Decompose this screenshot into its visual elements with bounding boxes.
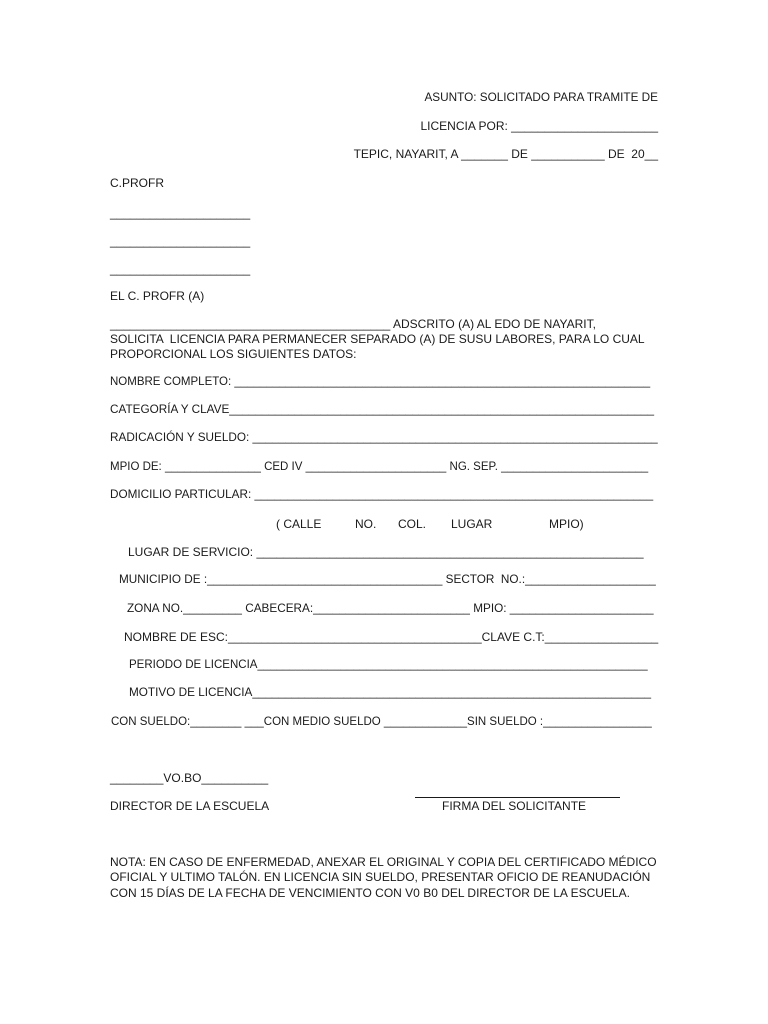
nota-line-2: OFICIAL Y ULTIMO TALÓN. EN LICENCIA SIN SUELDO, PRESENTAR OFICIO DE REANUDACIÓN xyxy=(110,870,651,884)
recipient-line-1: _____________________ xyxy=(110,206,251,220)
address-calle-label: ( CALLE xyxy=(276,517,322,531)
recipient-label: C.PROFR xyxy=(110,176,164,190)
address-lugar-label: LUGAR xyxy=(451,517,493,531)
domicilio-field: DOMICILIO PARTICULAR: _____________________________________________________________ xyxy=(110,488,654,501)
place-date-line: TEPIC, NAYARIT, A _______ DE ___________ DE 20__ xyxy=(353,147,658,161)
proporcional-text: PROPORCIONAL LOS SIGUIENTES DATOS: xyxy=(110,347,357,361)
address-mpio-label: MPIO) xyxy=(549,517,584,531)
intro-text: EL C. PROFR (A) xyxy=(110,289,205,303)
zona-cabecera-field: ZONA NO._________ CABECERA:________________________ MPIO: ______________________ xyxy=(127,602,654,615)
solicita-text: SOLICITA LICENCIA PARA PERMANECER SEPARADO (A) DE SUSU LABORES, PARA LO CUAL xyxy=(110,332,645,346)
nota-line-3: CON 15 DÍAS DE LA FECHA DE VENCIMIENTO CON V0 B0 DEL DIRECTOR DE LA ESCUELA. xyxy=(110,886,630,900)
recipient-line-2: _____________________ xyxy=(110,234,251,248)
radicacion-sueldo-field: RADICACIÓN Y SUELDO: ______________________________________________________________ xyxy=(110,431,658,444)
director-label: DIRECTOR DE LA ESCUELA xyxy=(110,799,270,813)
address-no-label: NO. xyxy=(355,517,377,531)
sueldo-options-field: CON SUELDO:________ ___CON MEDIO SUELDO _____________SIN SUELDO :_________________ xyxy=(111,716,652,728)
periodo-licencia-field: PERIODO DE LICENCIA_____________________________________________________________ xyxy=(129,659,648,671)
asunto-line: ASUNTO: SOLICITADO PARA TRAMITE DE xyxy=(424,91,658,104)
nota-line-1: NOTA: EN CASO DE ENFERMEDAD, ANEXAR EL ORIGINAL Y COPIA DEL CERTIFICADO MÉDICO xyxy=(110,855,657,869)
signature-line xyxy=(415,797,620,798)
municipio-sector-field: MUNICIPIO DE :____________________________________ SECTOR NO.:____________________ xyxy=(119,573,656,586)
lugar-servicio-field: LUGAR DE SERVICIO: __________________________________________________________ xyxy=(128,545,644,559)
licencia-por-line: LICENCIA POR: ______________________ xyxy=(420,119,658,133)
recipient-line-3: _____________________ xyxy=(110,262,251,276)
vobo-label: ________VO.BO__________ xyxy=(110,771,269,785)
adscrito-text: __________________________________________ ADSCRITO (A) AL EDO DE NAYARIT, xyxy=(110,317,596,331)
address-col-label: COL. xyxy=(398,517,427,531)
motivo-licencia-field: MOTIVO DE LICENCIA_____________________________________________________________ xyxy=(129,686,652,699)
firma-solicitante-label: FIRMA DEL SOLICITANTE xyxy=(442,799,587,813)
mpio-ced-ngsep-field: MPIO DE: _______________ CED IV ______________________ NG. SEP. _______________________ xyxy=(110,461,649,473)
categoria-clave-field: CATEGORÍA Y CLAVE_________________________________________________________________ xyxy=(110,403,655,416)
nombre-completo-field: NOMBRE COMPLETO: _________________________________________________________________ xyxy=(110,376,651,388)
nombre-esc-field: NOMBRE DE ESC:______________________________________CLAVE C.T:_________________ xyxy=(124,630,659,644)
